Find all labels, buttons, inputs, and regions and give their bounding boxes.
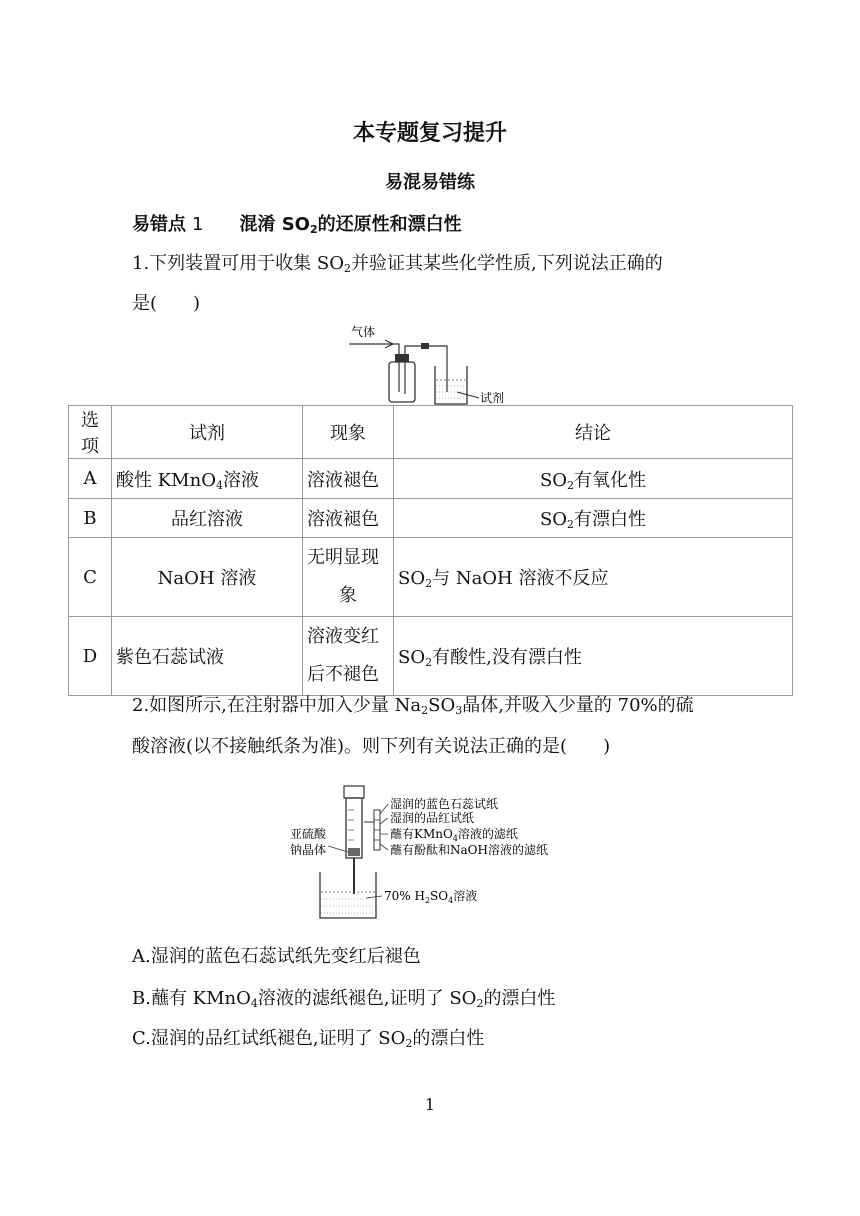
question-1-stem-line1: 1.下列装置可用于收集 $SO_2$并验证其某些化学性质,下列说法正确的 [132, 253, 663, 275]
conclusion-cell: $SO_2$有酸性,没有漂白性 [394, 617, 793, 696]
header-option: 选项 [69, 406, 112, 459]
error-point-heading [132, 210, 462, 236]
table-row [69, 538, 793, 617]
bottle-stopper [395, 354, 409, 362]
option-cell: D [69, 617, 112, 696]
option-cell: A [69, 459, 112, 499]
header-reagent: 试剂 [112, 406, 303, 459]
paper-label-3: 蘸有KMnO$_4$溶液的滤纸 [390, 827, 518, 843]
conclusion-cell: $SO_2$有氧化性 [394, 459, 793, 499]
figure-reagent-label: 试剂 [480, 391, 505, 405]
phenomenon-cell: 无明显现 象 [303, 538, 394, 617]
phenomenon-cell: 溶液褪色 [303, 459, 394, 499]
table-row [69, 617, 793, 696]
choice-c: C.湿润的品红试纸褪色,证明了 $SO_2$的漂白性 [132, 1028, 485, 1050]
collection-bottle [389, 362, 415, 402]
error-point-number: 1 [192, 214, 204, 235]
option-cell: B [69, 499, 112, 538]
phenomenon-cell: 溶液褪色 [303, 499, 394, 538]
error-point-topic: 混淆 $SO_2$的还原性和漂白性 [239, 214, 462, 236]
crystal-label-line1: 亚硫酸 [290, 827, 327, 841]
reagent-cell: 紫色石蕊试液 [112, 617, 303, 696]
error-point-label: 易错点 [132, 214, 186, 235]
options-table [68, 405, 793, 696]
paper-label-2: 湿润的品红试纸 [390, 811, 475, 825]
question-2-stem-line2: 酸溶液(以不接触纸条为准)。则下列有关说法正确的是( ) [132, 736, 611, 757]
reagent-cell: 酸性 KMnO$_4$溶液 [112, 459, 303, 499]
option-cell: C [69, 538, 112, 617]
table-row [69, 499, 793, 538]
section-subtitle: 易混易错练 [385, 172, 475, 193]
figure-gas-label: 气体 [351, 325, 376, 339]
header-phenomenon: 现象 [303, 406, 394, 459]
acid-beaker [320, 872, 376, 918]
choice-a: A.湿润的蓝色石蕊试纸先变红后褪色 [132, 946, 421, 967]
table-row [69, 459, 793, 499]
choice-b: B.蘸有 KMnO$_4$溶液的滤纸褪色,证明了 $SO_2$的漂白性 [132, 988, 556, 1010]
reagent-cell: NaOH 溶液 [112, 538, 303, 617]
question-2-stem-line1: 2.如图所示,在注射器中加入少量 $Na_2SO_3$晶体,并吸入少量的 70%的硫 [132, 695, 694, 717]
paper-label-4: 蘸有酚酞和NaOH溶液的滤纸 [390, 843, 548, 857]
crystal-sample [348, 848, 360, 856]
syringe-plunger [344, 786, 364, 798]
header-conclusion: 结论 [394, 406, 793, 459]
reagent-cell: 品红溶液 [112, 499, 303, 538]
question-1-stem-line2: 是( ) [132, 293, 201, 314]
acid-label: 70% $H_2SO_4$溶液 [384, 889, 478, 905]
page-number: 1 [424, 1095, 436, 1114]
page-title: 本专题复习提升 [352, 121, 507, 146]
paper-label-1: 湿润的蓝色石蕊试纸 [390, 797, 499, 811]
crystal-label-line2: 钠晶体 [290, 843, 327, 857]
table-header-row [69, 406, 793, 459]
conclusion-cell: $SO_2$与 NaOH 溶液不反应 [394, 538, 793, 617]
phenomenon-cell: 溶液变红 后不褪色 [303, 617, 394, 696]
gas-collection-apparatus-figure [345, 322, 515, 406]
conclusion-cell: $SO_2$有漂白性 [394, 499, 793, 538]
syringe-apparatus-figure [288, 782, 588, 922]
